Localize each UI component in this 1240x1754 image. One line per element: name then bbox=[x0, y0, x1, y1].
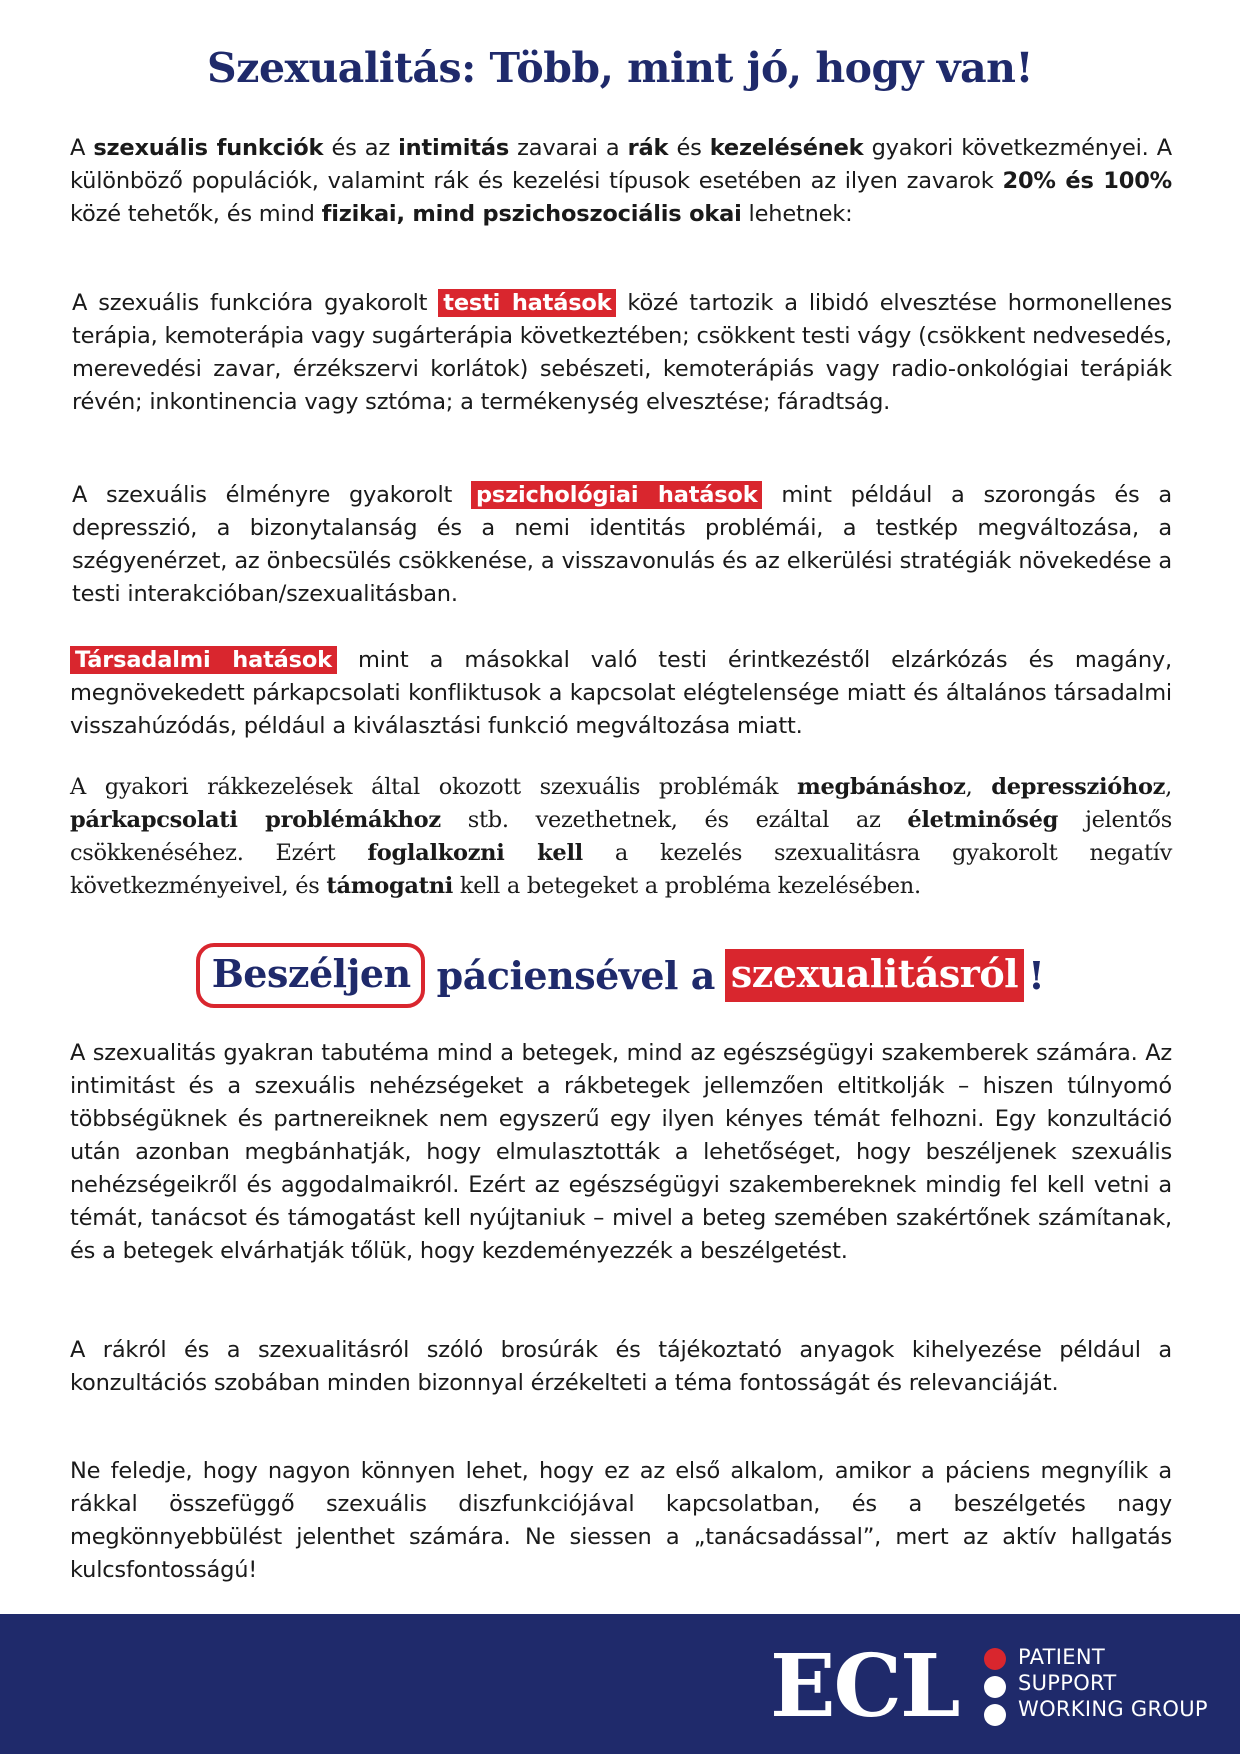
intro-paragraph: A szexuális funkciók és az intimitás zavarai a rák és kezelésének gyakori következményei. A különböző populációk, valamint rák és kezelési típusok esetében az ilyen zavarok 20% és 100% közé tehetők, és mind fizikai, mind pszichoszociális okai lehetnek: bbox=[70, 135, 1173, 227]
consequence-paragraph: A gyakori rákkezelések által okozott szexuális problémák megbánáshoz, depresszióhoz, párkapcsolati problémákhoz stb. vezethetnek, és ezáltal az életminőség jelentős csökkenéséhez. Ezért foglalkozni kell a kezelés szexualitásra gyakorolt negatív következményeivel, és támogatni kell a betegeket a probléma kezelésében. bbox=[70, 774, 1173, 899]
section-heading-exclamation: ! bbox=[1028, 952, 1045, 998]
section-heading-boxed-word: Beszéljen bbox=[196, 943, 425, 1008]
white-dot-icon bbox=[984, 1676, 1006, 1698]
section-heading-highlight: szexualitásról bbox=[725, 949, 1024, 1002]
footer-bar bbox=[0, 1614, 1240, 1754]
ecl-logo: ECL bbox=[770, 1636, 959, 1737]
social-effects-highlight: Társadalmi hatások bbox=[70, 646, 337, 674]
logo-dots-icon bbox=[984, 1648, 1010, 1728]
organization-name: PATIENT SUPPORT WORKING GROUP bbox=[1018, 1645, 1208, 1721]
white-dot-icon bbox=[984, 1704, 1006, 1726]
psychological-effects-highlight: pszichológiai hatások bbox=[471, 481, 763, 509]
red-dot-icon bbox=[984, 1648, 1006, 1670]
body-paragraph-3: Ne feledje, hogy nagyon könnyen lehet, hogy ez az első alkalom, amikor a páciens megnyílik a rákkal összefüggő szexuális diszfunkciójával kapcsolatban, és a beszélgetés nagy megkönnyebbülést jelenthet számára. Ne siessen a „tanácsadással”, mert az aktív hallgatás kulcsfontosságú! bbox=[70, 1458, 1172, 1583]
body-paragraph-1: A szexualitás gyakran tabutéma mind a betegek, mind az egészségügyi szakemberek számára. Az intimitást és a szexuális nehézségeket a rákbetegek jellemzően eltitkolják – hiszen túlnyomó többségüknek és partnereiknek nem egyszerű egy ilyen kényes témát felhozni. Egy konzultáció után azonban megbánhatják, hogy elmulasztották a lehetőséget, hogy beszéljenek szexuális nehézségeikről és aggodalmaikról. Ezért az egészségügyi szakembereknek mindig fel kell vetni a témát, tanácsot és támogatást kell nyújtaniuk – mivel a beteg szemében szakértőnek számítanak, és a betegek elvárhatják tőlük, hogy kezdeményezzék a beszélgetést. bbox=[70, 1040, 1172, 1264]
body-paragraph-2: A rákról és a szexualitásról szóló brosúrák és tájékoztató anyagok kihelyezése például a konzultációs szobában minden bizonnyal érzékelteti a téma fontosságát és relevanciáját. bbox=[70, 1337, 1172, 1396]
physical-effects-paragraph: A szexuális funkcióra gyakorolt testi hatások közé tartozik a libidó elvesztése hormonellenes terápia, kemoterápia vagy sugárterápia következtében; csökkent testi vágy (csökkent nedvesedés, merevedési zavar, érzékszervi korlátok) sebészeti, kemoterápiás vagy radio-onkológiai terápiák révén; inkontinencia vagy sztóma; a termékenység elvesztése; fáradtság. bbox=[72, 290, 1172, 415]
page-title: Szexualitás: Több, mint jó, hogy van! bbox=[207, 44, 1033, 92]
physical-effects-highlight: testi hatások bbox=[438, 289, 616, 317]
psychological-effects-paragraph: A szexuális élményre gyakorolt pszichológiai hatások mint például a szorongás és a depresszió, a bizonytalanság és a nemi identitás problémái, a testkép megváltozása, a szégyenérzet, az önbecsülés csökkenése, a visszavonulás és az elkerülési stratégiák növekedése a testi interakcióban/szexualitásban. bbox=[72, 482, 1172, 607]
section-heading bbox=[0, 935, 1240, 1015]
social-effects-paragraph: Társadalmi hatások mint a másokkal való testi érintkezéstől elzárkózás és magány, megnövekedett párkapcsolati konfliktusok a kapcsolat elégtelensége miatt és általános társadalmi visszahúzódás, például a kiválasztási funkció megváltozása miatt. bbox=[70, 647, 1172, 739]
section-heading-middle: páciensével a bbox=[436, 952, 715, 998]
